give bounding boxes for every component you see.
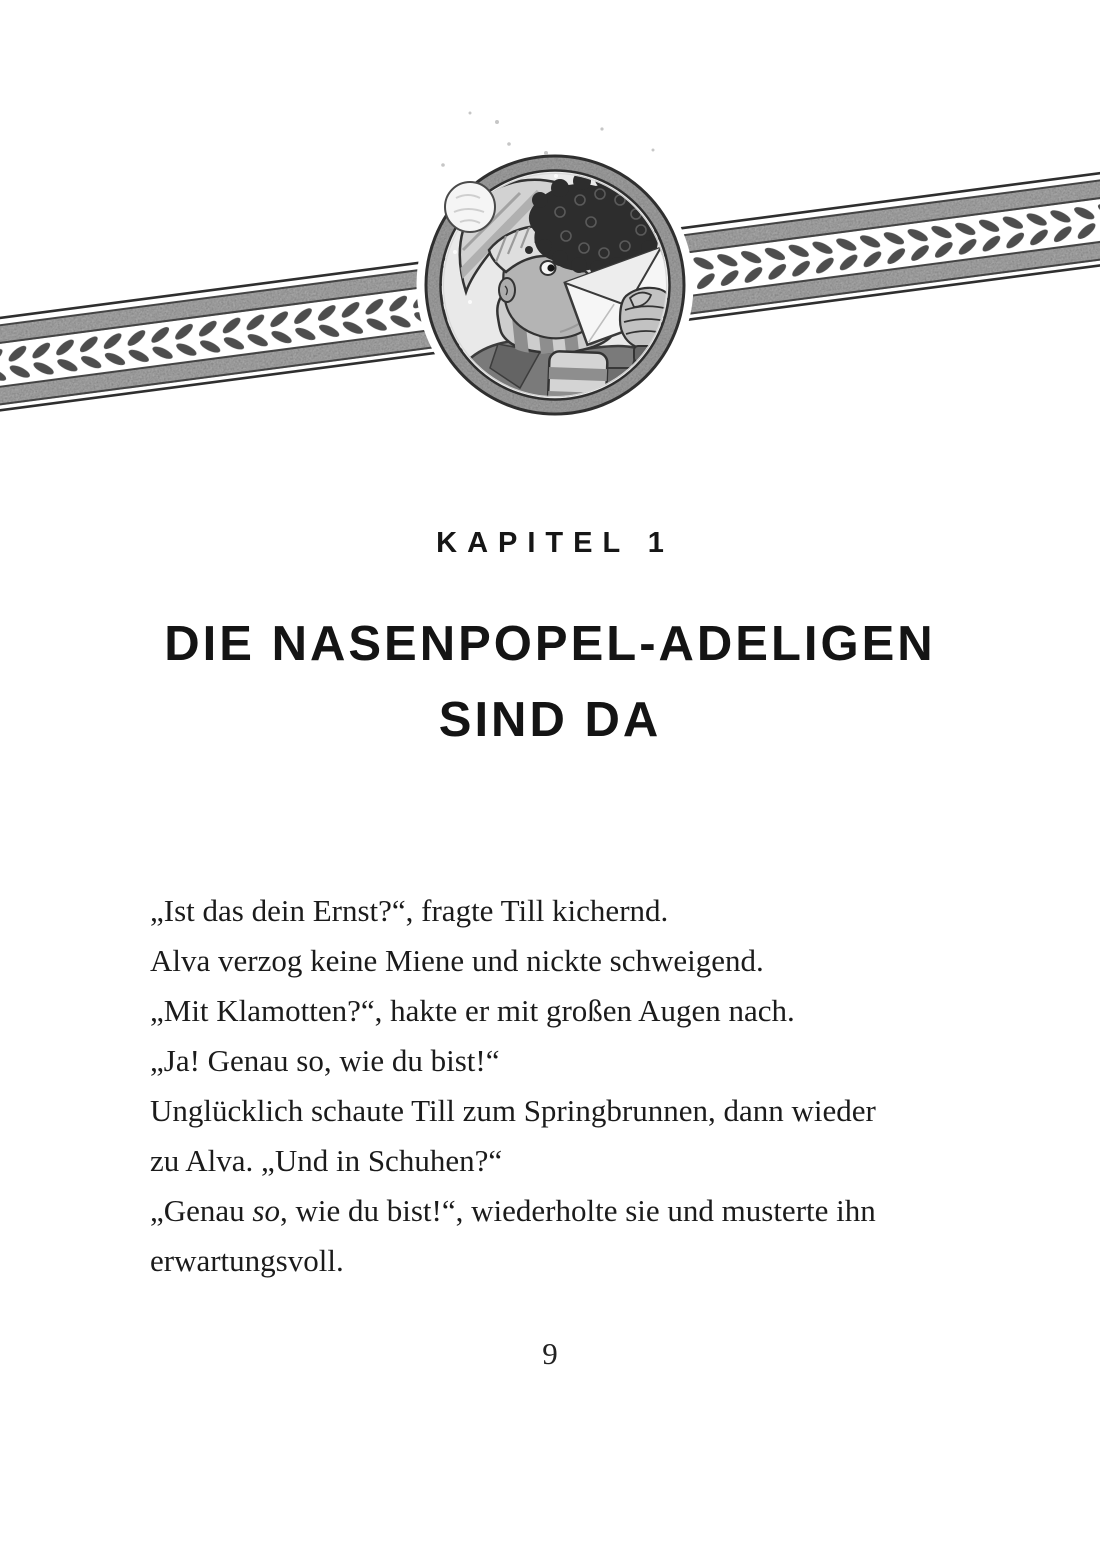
body-line: Alva verzog keine Miene und nickte schweigend.	[150, 943, 764, 978]
chapter-kicker: KAPITEL 1	[436, 527, 674, 559]
chapter-title-line1: DIE NASENPOPEL-ADELIGEN	[164, 617, 936, 671]
body-line: Unglücklich schaute Till zum Springbrunnen, dann wieder	[150, 1093, 876, 1128]
pompom	[445, 182, 495, 232]
body-line: erwartungsvoll.	[150, 1243, 344, 1278]
italic-word: so	[252, 1193, 280, 1228]
chapter-title-line2: SIND DA	[438, 693, 662, 747]
chapter-header-illustration	[0, 0, 1100, 460]
body-line: „Ist das dein Ernst?“, fragte Till kichernd.	[150, 893, 669, 928]
body-line: „Ja! Genau so, wie du bist!“	[150, 1043, 500, 1078]
body-text	[150, 886, 965, 1286]
chapter-title	[0, 606, 1100, 758]
body-line	[150, 1186, 965, 1236]
body-line-segment: „Genau	[150, 1193, 253, 1228]
body-line-segment: , wie du bist!“, wiederholte sie und musterte ihn	[280, 1193, 876, 1228]
page-number: 9	[542, 1336, 558, 1371]
body-line: zu Alva. „Und in Schuhen?“	[150, 1143, 503, 1178]
body-line: „Mit Klamotten?“, hakte er mit großen Augen nach.	[150, 993, 795, 1028]
